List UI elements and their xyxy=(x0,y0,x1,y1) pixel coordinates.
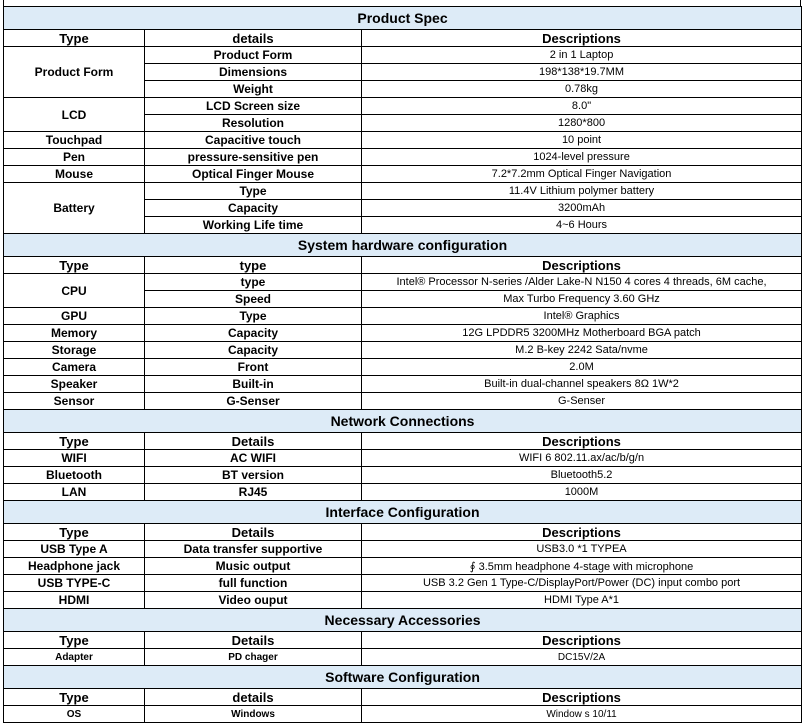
description-cell: 3200mAh xyxy=(362,200,802,217)
table-row xyxy=(4,166,802,183)
header-descriptions: Descriptions xyxy=(362,524,802,541)
type-cell: LAN xyxy=(4,484,145,501)
header-details: details xyxy=(145,30,362,47)
type-cell: Adapter xyxy=(4,649,145,666)
description-cell: Window s 10/11 xyxy=(362,706,802,723)
table-row xyxy=(4,467,802,484)
table-row xyxy=(4,325,802,342)
details-cell: Dimensions xyxy=(145,64,362,81)
description-cell: HDMI Type A*1 xyxy=(362,592,802,609)
spec-table xyxy=(3,6,802,723)
table-row xyxy=(4,149,802,166)
type-cell: LCD xyxy=(4,98,145,132)
details-cell: AC WIFI xyxy=(145,450,362,467)
type-cell: Memory xyxy=(4,325,145,342)
section-title: Network Connections xyxy=(4,410,802,433)
type-cell: Camera xyxy=(4,359,145,376)
header-details: Details xyxy=(145,632,362,649)
description-cell: 7.2*7.2mm Optical Finger Navigation xyxy=(362,166,802,183)
section-title: System hardware configuration xyxy=(4,234,802,257)
table-row xyxy=(4,98,802,115)
table-row xyxy=(4,541,802,558)
details-cell: Front xyxy=(145,359,362,376)
description-cell: M.2 B-key 2242 Sata/nvme xyxy=(362,342,802,359)
description-cell: Intel® Processor N-series /Alder Lake-N N150 4 cores 4 threads, 6M cache, xyxy=(362,274,802,291)
type-cell: Product Form xyxy=(4,47,145,98)
details-cell: Capacity xyxy=(145,200,362,217)
type-cell: WIFI xyxy=(4,450,145,467)
header-details: Details xyxy=(145,433,362,450)
description-cell: 4~6 Hours xyxy=(362,217,802,234)
table-row xyxy=(4,393,802,410)
type-cell: HDMI xyxy=(4,592,145,609)
type-cell: Pen xyxy=(4,149,145,166)
type-cell: USB Type A xyxy=(4,541,145,558)
description-cell: 1280*800 xyxy=(362,115,802,132)
description-cell: 1000M xyxy=(362,484,802,501)
table-row xyxy=(4,274,802,291)
description-cell: 12G LPDDR5 3200MHz Motherboard BGA patch xyxy=(362,325,802,342)
header-type: Type xyxy=(4,689,145,706)
section-title: Software Configuration xyxy=(4,666,802,689)
details-cell: Music output xyxy=(145,558,362,575)
header-type: Type xyxy=(4,632,145,649)
header-row xyxy=(4,257,802,274)
description-cell: 8.0" xyxy=(362,98,802,115)
details-cell: full function xyxy=(145,575,362,592)
description-cell: Bluetooth5.2 xyxy=(362,467,802,484)
section-title: Necessary Accessories xyxy=(4,609,802,632)
type-cell: Headphone jack xyxy=(4,558,145,575)
type-cell: Battery xyxy=(4,183,145,234)
details-cell: BT version xyxy=(145,467,362,484)
type-cell: CPU xyxy=(4,274,145,308)
section-interface-title-row xyxy=(4,501,802,524)
table-row xyxy=(4,132,802,149)
header-row xyxy=(4,524,802,541)
header-descriptions: Descriptions xyxy=(362,632,802,649)
details-cell: Capacity xyxy=(145,342,362,359)
section-system-hardware-title-row xyxy=(4,234,802,257)
header-descriptions: Descriptions xyxy=(362,30,802,47)
details-cell: LCD Screen size xyxy=(145,98,362,115)
header-type: Type xyxy=(4,433,145,450)
section-product-spec-title-row xyxy=(4,7,802,30)
header-type: Type xyxy=(4,257,145,274)
section-title: Product Spec xyxy=(4,7,802,30)
table-row xyxy=(4,706,802,723)
header-row xyxy=(4,30,802,47)
details-cell: Type xyxy=(145,308,362,325)
table-row xyxy=(4,342,802,359)
section-software-title-row xyxy=(4,666,802,689)
type-cell: Speaker xyxy=(4,376,145,393)
description-cell: DC15V/2A xyxy=(362,649,802,666)
details-cell: Windows xyxy=(145,706,362,723)
table-row xyxy=(4,47,802,64)
details-cell: Type xyxy=(145,183,362,200)
table-row xyxy=(4,376,802,393)
header-details: details xyxy=(145,689,362,706)
type-cell: OS xyxy=(4,706,145,723)
details-cell: type xyxy=(145,274,362,291)
header-details: Details xyxy=(145,524,362,541)
type-cell: Storage xyxy=(4,342,145,359)
description-cell: USB3.0 *1 TYPEA xyxy=(362,541,802,558)
details-cell: RJ45 xyxy=(145,484,362,501)
table-row xyxy=(4,575,802,592)
header-descriptions: Descriptions xyxy=(362,689,802,706)
details-cell: Speed xyxy=(145,291,362,308)
table-row xyxy=(4,183,802,200)
description-cell: 1024-level pressure xyxy=(362,149,802,166)
section-network-title-row xyxy=(4,410,802,433)
type-cell: Bluetooth xyxy=(4,467,145,484)
table-row xyxy=(4,308,802,325)
table-row xyxy=(4,450,802,467)
header-descriptions: Descriptions xyxy=(362,257,802,274)
table-row xyxy=(4,359,802,376)
description-cell: 2 in 1 Laptop xyxy=(362,47,802,64)
section-title: Interface Configuration xyxy=(4,501,802,524)
details-cell: Built-in xyxy=(145,376,362,393)
type-cell: USB TYPE-C xyxy=(4,575,145,592)
description-cell: ∮ 3.5mm headphone 4-stage with microphone xyxy=(362,558,802,575)
details-cell: Data transfer supportive xyxy=(145,541,362,558)
details-cell: Video ouput xyxy=(145,592,362,609)
details-cell: Capacitive touch xyxy=(145,132,362,149)
description-cell: Intel® Graphics xyxy=(362,308,802,325)
description-cell: 10 point xyxy=(362,132,802,149)
table-row xyxy=(4,592,802,609)
type-cell: Sensor xyxy=(4,393,145,410)
type-cell: GPU xyxy=(4,308,145,325)
type-cell: Touchpad xyxy=(4,132,145,149)
description-cell: 198*138*19.7MM xyxy=(362,64,802,81)
details-cell: Weight xyxy=(145,81,362,98)
details-cell: PD chager xyxy=(145,649,362,666)
details-cell: pressure-sensitive pen xyxy=(145,149,362,166)
type-cell: Mouse xyxy=(4,166,145,183)
description-cell: 0.78kg xyxy=(362,81,802,98)
description-cell: USB 3.2 Gen 1 Type-C/DisplayPort/Power (DC) input combo port xyxy=(362,575,802,592)
header-row xyxy=(4,632,802,649)
header-type: Type xyxy=(4,30,145,47)
table-row xyxy=(4,484,802,501)
table-row xyxy=(4,649,802,666)
details-cell: Optical Finger Mouse xyxy=(145,166,362,183)
details-cell: Capacity xyxy=(145,325,362,342)
description-cell: 2.0M xyxy=(362,359,802,376)
description-cell: Max Turbo Frequency 3.60 GHz xyxy=(362,291,802,308)
table-row xyxy=(4,558,802,575)
details-cell: Resolution xyxy=(145,115,362,132)
header-row xyxy=(4,689,802,706)
description-cell: WIFI 6 802.11.ax/ac/b/g/n xyxy=(362,450,802,467)
details-cell: G-Senser xyxy=(145,393,362,410)
section-accessories-title-row xyxy=(4,609,802,632)
header-descriptions: Descriptions xyxy=(362,433,802,450)
details-cell: Product Form xyxy=(145,47,362,64)
header-row xyxy=(4,433,802,450)
header-type-lower: type xyxy=(145,257,362,274)
description-cell: Built-in dual-channel speakers 8Ω 1W*2 xyxy=(362,376,802,393)
description-cell: G-Senser xyxy=(362,393,802,410)
details-cell: Working Life time xyxy=(145,217,362,234)
header-type: Type xyxy=(4,524,145,541)
description-cell: 11.4V Lithium polymer battery xyxy=(362,183,802,200)
